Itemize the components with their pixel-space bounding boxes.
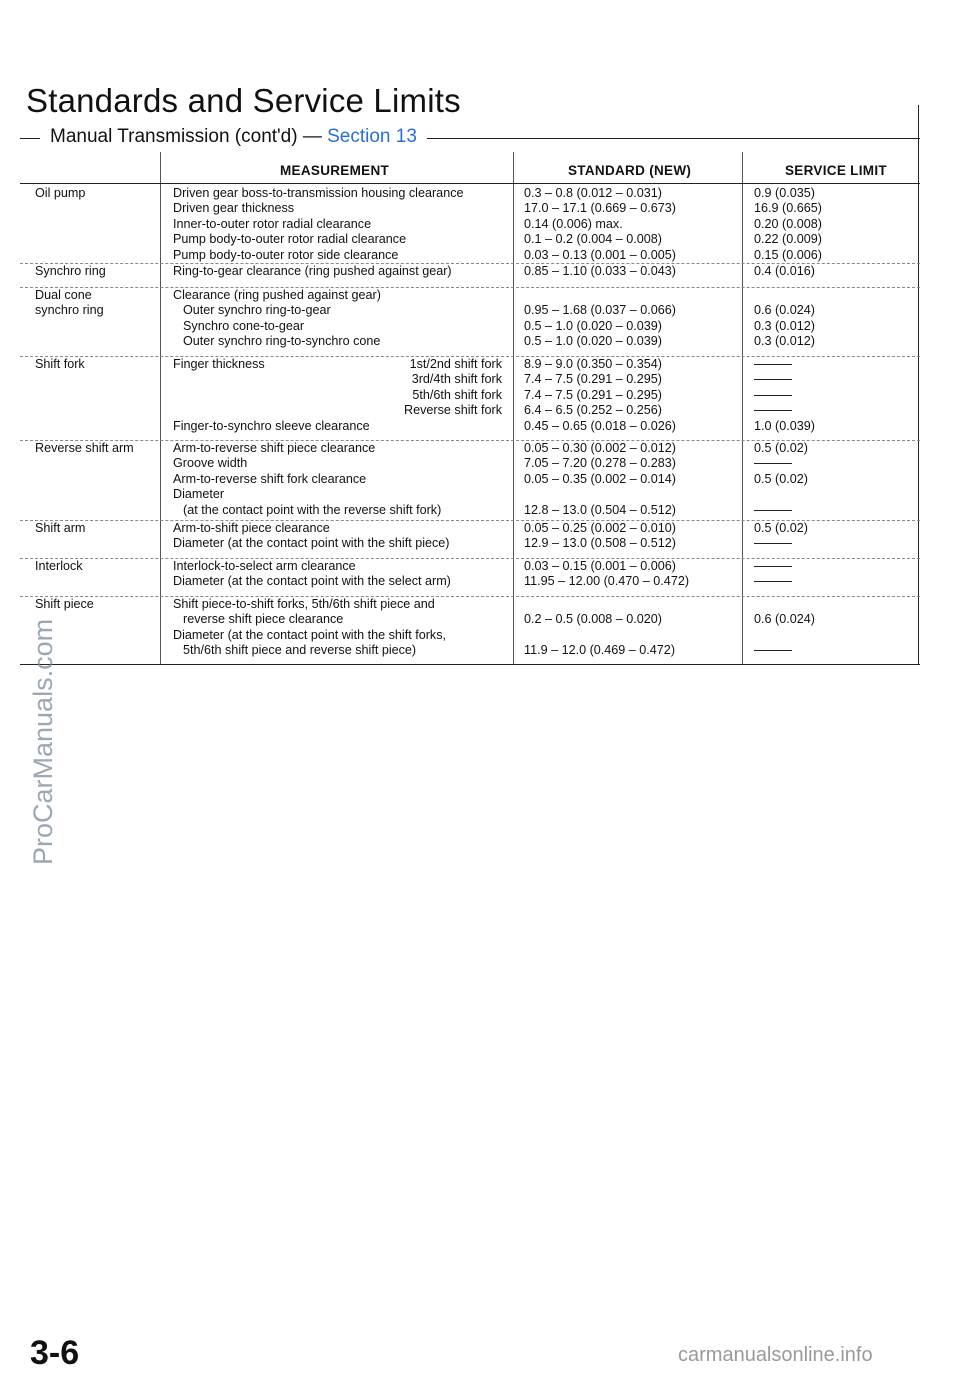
no-limit-dash — [754, 372, 792, 387]
measurement-text-line: Driven gear thickness — [173, 201, 295, 216]
service-limit-value — [754, 521, 808, 552]
measurement-text — [173, 597, 446, 659]
measurement-text-line: Ring-to-gear clearance (ring pushed against gear) — [173, 264, 452, 278]
column-divider — [160, 152, 161, 664]
standard-value — [524, 441, 676, 518]
standard-value-line: 0.03 – 0.13 (0.001 – 0.005) — [524, 247, 676, 262]
part-name-line: Shift arm — [35, 521, 86, 535]
service-limit-value-line: 1.0 (0.039) — [754, 418, 815, 433]
part-name — [35, 597, 94, 612]
measurement-text-line: Diameter (at the contact point with the shift piece) — [173, 536, 450, 551]
measurement-text-line: 5th/6th shift piece and reverse shift piece) — [183, 643, 417, 658]
part-name — [35, 559, 83, 574]
standard-value-line: 0.3 – 0.8 (0.012 – 0.031) — [524, 186, 662, 200]
page-subtitle — [40, 126, 427, 148]
service-limit-value-line: 0.15 (0.006) — [754, 247, 822, 262]
standard-value — [524, 264, 676, 279]
measurement-text-line: Arm-to-reverse shift fork clearance — [173, 471, 367, 486]
standard-value-line: 11.9 – 12.0 (0.469 – 0.472) — [524, 643, 676, 658]
standard-value-line: 0.03 – 0.15 (0.001 – 0.006) — [524, 559, 676, 573]
column-divider — [513, 152, 514, 664]
standard-value-line: 0.05 – 0.35 (0.002 – 0.014) — [524, 471, 676, 486]
no-limit-dash — [754, 643, 792, 658]
no-limit-dash — [754, 536, 792, 551]
standard-value-line: 8.9 – 9.0 (0.350 – 0.354) — [524, 357, 662, 371]
standard-value-line: 0.5 – 1.0 (0.020 – 0.039) — [524, 334, 662, 349]
measurement-text-line: Finger-to-synchro sleeve clearance — [173, 418, 370, 433]
no-limit-dash — [754, 559, 792, 574]
specs-table — [20, 152, 920, 665]
measurement-text-line: Diameter — [173, 487, 225, 502]
no-limit-dash — [754, 503, 792, 518]
section-link[interactable]: Section 13 — [327, 126, 417, 147]
service-limit-value — [754, 357, 815, 434]
fork-label: 1st/2nd shift fork — [409, 357, 502, 371]
standard-value-line: 7.05 – 7.20 (0.278 – 0.283) — [524, 456, 676, 471]
part-name-line: Interlock — [35, 559, 83, 573]
measurement-text-line — [173, 372, 370, 387]
measurement-text-line: Pump body-to-outer rotor side clearance — [173, 247, 399, 262]
no-limit-dash — [754, 574, 792, 589]
fork-label: 5th/6th shift fork — [412, 387, 502, 402]
service-limit-value-line: 0.4 (0.016) — [754, 264, 815, 278]
service-limit-value — [754, 559, 792, 590]
measurement-text-line — [173, 388, 370, 403]
measurement-text-line: reverse shift piece clearance — [183, 612, 344, 627]
standard-value — [524, 186, 676, 263]
measurement-text-line: Arm-to-reverse shift piece clearance — [173, 441, 376, 455]
standard-value — [524, 521, 676, 552]
standard-value-line: 6.4 – 6.5 (0.252 – 0.256) — [524, 403, 662, 418]
page-title: Standards and Service Limits — [26, 82, 461, 119]
part-name-line: Shift fork — [35, 357, 85, 371]
measurement-text — [173, 186, 464, 263]
page-number: 3-6 — [30, 1334, 80, 1372]
no-limit-dash — [754, 388, 792, 403]
header-standard: STANDARD (NEW) — [568, 163, 692, 178]
standard-value-line: 7.4 – 7.5 (0.291 – 0.295) — [524, 372, 662, 387]
standard-value-line — [524, 628, 675, 643]
measurement-text-line: Diameter (at the contact point with the shift forks, — [173, 627, 446, 642]
measurement-text — [173, 521, 450, 552]
standard-value-line: 17.0 – 17.1 (0.669 – 0.673) — [524, 201, 676, 216]
no-limit-dash — [754, 456, 792, 471]
part-name-line: Dual cone — [35, 288, 92, 302]
measurement-text-line: Interlock-to-select arm clearance — [173, 559, 356, 573]
service-limit-value-line: 0.5 (0.02) — [754, 521, 808, 535]
standard-value — [524, 559, 689, 590]
part-name — [35, 521, 85, 536]
service-limit-value-line — [754, 628, 815, 643]
watermark: ProCarManuals.com — [28, 618, 58, 865]
measurement-text-line: Groove width — [173, 456, 248, 471]
service-limit-value-line: 0.5 (0.02) — [754, 441, 808, 455]
measurement-text — [173, 288, 381, 350]
service-limit-value-line: 0.6 (0.024) — [754, 612, 815, 627]
part-name-line: Reverse shift arm — [35, 441, 134, 455]
standard-value-line: 7.4 – 7.5 (0.291 – 0.295) — [524, 387, 662, 402]
service-limit-value-line: 0.22 (0.009) — [754, 232, 822, 247]
service-limit-value-line — [754, 288, 815, 303]
standard-value-line: 0.45 – 0.65 (0.018 – 0.026) — [524, 418, 676, 433]
header-measurement: MEASUREMENT — [280, 163, 390, 178]
measurement-text-line: Outer synchro ring-to-synchro cone — [183, 334, 381, 349]
standard-value-line: 0.2 – 0.5 (0.008 – 0.020) — [524, 612, 662, 627]
measurement-text — [173, 441, 441, 518]
part-name-line: Shift piece — [35, 597, 94, 611]
service-limit-value — [754, 264, 815, 279]
measurement-text-line: Clearance (ring pushed against gear) — [173, 288, 381, 302]
measurement-text-line: Driven gear boss-to-transmission housing clearance — [173, 186, 464, 200]
measurement-text-line: Outer synchro ring-to-gear — [183, 303, 331, 318]
measurement-text-line: Arm-to-shift piece clearance — [173, 521, 330, 535]
standard-value-line: 0.95 – 1.68 (0.037 – 0.066) — [524, 303, 676, 318]
standard-value-line: 0.05 – 0.30 (0.002 – 0.012) — [524, 441, 676, 455]
standard-value-line — [524, 487, 676, 502]
measurement-text — [173, 357, 370, 434]
service-limit-value-line — [754, 487, 808, 502]
part-name — [35, 288, 104, 319]
service-limit-value-line: 0.20 (0.008) — [754, 216, 822, 231]
standard-value-line: 0.1 – 0.2 (0.004 – 0.008) — [524, 232, 662, 247]
service-limit-value-line: 0.5 (0.02) — [754, 471, 808, 486]
part-name-line: synchro ring — [35, 303, 104, 318]
no-limit-dash — [754, 357, 792, 372]
part-name-line: Oil pump — [35, 186, 86, 200]
no-limit-dash — [754, 403, 792, 418]
header-service-limit: SERVICE LIMIT — [785, 163, 887, 178]
standard-value-line: 0.05 – 0.25 (0.002 – 0.010) — [524, 521, 676, 535]
part-name — [35, 264, 106, 279]
footer-site: carmanualsonline.info — [678, 1344, 873, 1366]
measurement-text — [173, 559, 451, 590]
fork-label: 3rd/4th shift fork — [411, 372, 502, 387]
service-limit-value — [754, 186, 822, 263]
service-limit-value — [754, 441, 808, 518]
service-limit-value — [754, 288, 815, 350]
fork-labels — [397, 357, 502, 419]
measurement-text-line — [173, 403, 370, 418]
subtitle-text: Manual Transmission (cont'd) — — [50, 126, 328, 147]
standard-value — [524, 597, 675, 659]
part-name — [35, 357, 85, 372]
part-name — [35, 186, 85, 201]
column-divider — [742, 152, 743, 664]
measurement-text-line: Pump body-to-outer rotor radial clearance — [173, 232, 407, 247]
measurement-text-line: Finger thickness — [173, 357, 265, 371]
standard-value — [524, 288, 676, 350]
standard-value-line: 12.8 – 13.0 (0.504 – 0.512) — [524, 502, 676, 517]
service-limit-value-line: 0.3 (0.012) — [754, 334, 815, 349]
measurement-text-line: Shift piece-to-shift forks, 5th/6th shift piece and — [173, 597, 435, 611]
standard-value-line — [524, 288, 676, 303]
service-limit-value-line — [754, 597, 815, 612]
part-name — [35, 441, 134, 456]
standard-value-line — [524, 597, 675, 612]
measurement-text-line: Synchro cone-to-gear — [183, 318, 305, 333]
measurement-text-line: (at the contact point with the reverse shift fork) — [183, 502, 442, 517]
service-limit-value-line: 0.9 (0.035) — [754, 186, 815, 200]
service-limit-value-line: 0.6 (0.024) — [754, 303, 815, 318]
standard-value-line: 0.85 – 1.10 (0.033 – 0.043) — [524, 264, 676, 278]
service-limit-value-line: 16.9 (0.665) — [754, 201, 822, 216]
standard-value — [524, 357, 676, 434]
fork-label: Reverse shift fork — [404, 403, 502, 418]
part-name-line: Synchro ring — [35, 264, 106, 278]
measurement-text-line: Inner-to-outer rotor radial clearance — [173, 216, 372, 231]
standard-value-line: 11.95 – 12.00 (0.470 – 0.472) — [524, 574, 690, 589]
standard-value-line: 12.9 – 13.0 (0.508 – 0.512) — [524, 536, 676, 551]
standard-value-line: 0.5 – 1.0 (0.020 – 0.039) — [524, 318, 662, 333]
header-rule — [20, 183, 920, 184]
standard-value-line: 0.14 (0.006) max. — [524, 216, 623, 231]
service-limit-value-line: 0.3 (0.012) — [754, 318, 815, 333]
measurement-text — [173, 264, 452, 279]
measurement-text-line: Diameter (at the contact point with the select arm) — [173, 574, 451, 589]
service-limit-value — [754, 597, 815, 659]
